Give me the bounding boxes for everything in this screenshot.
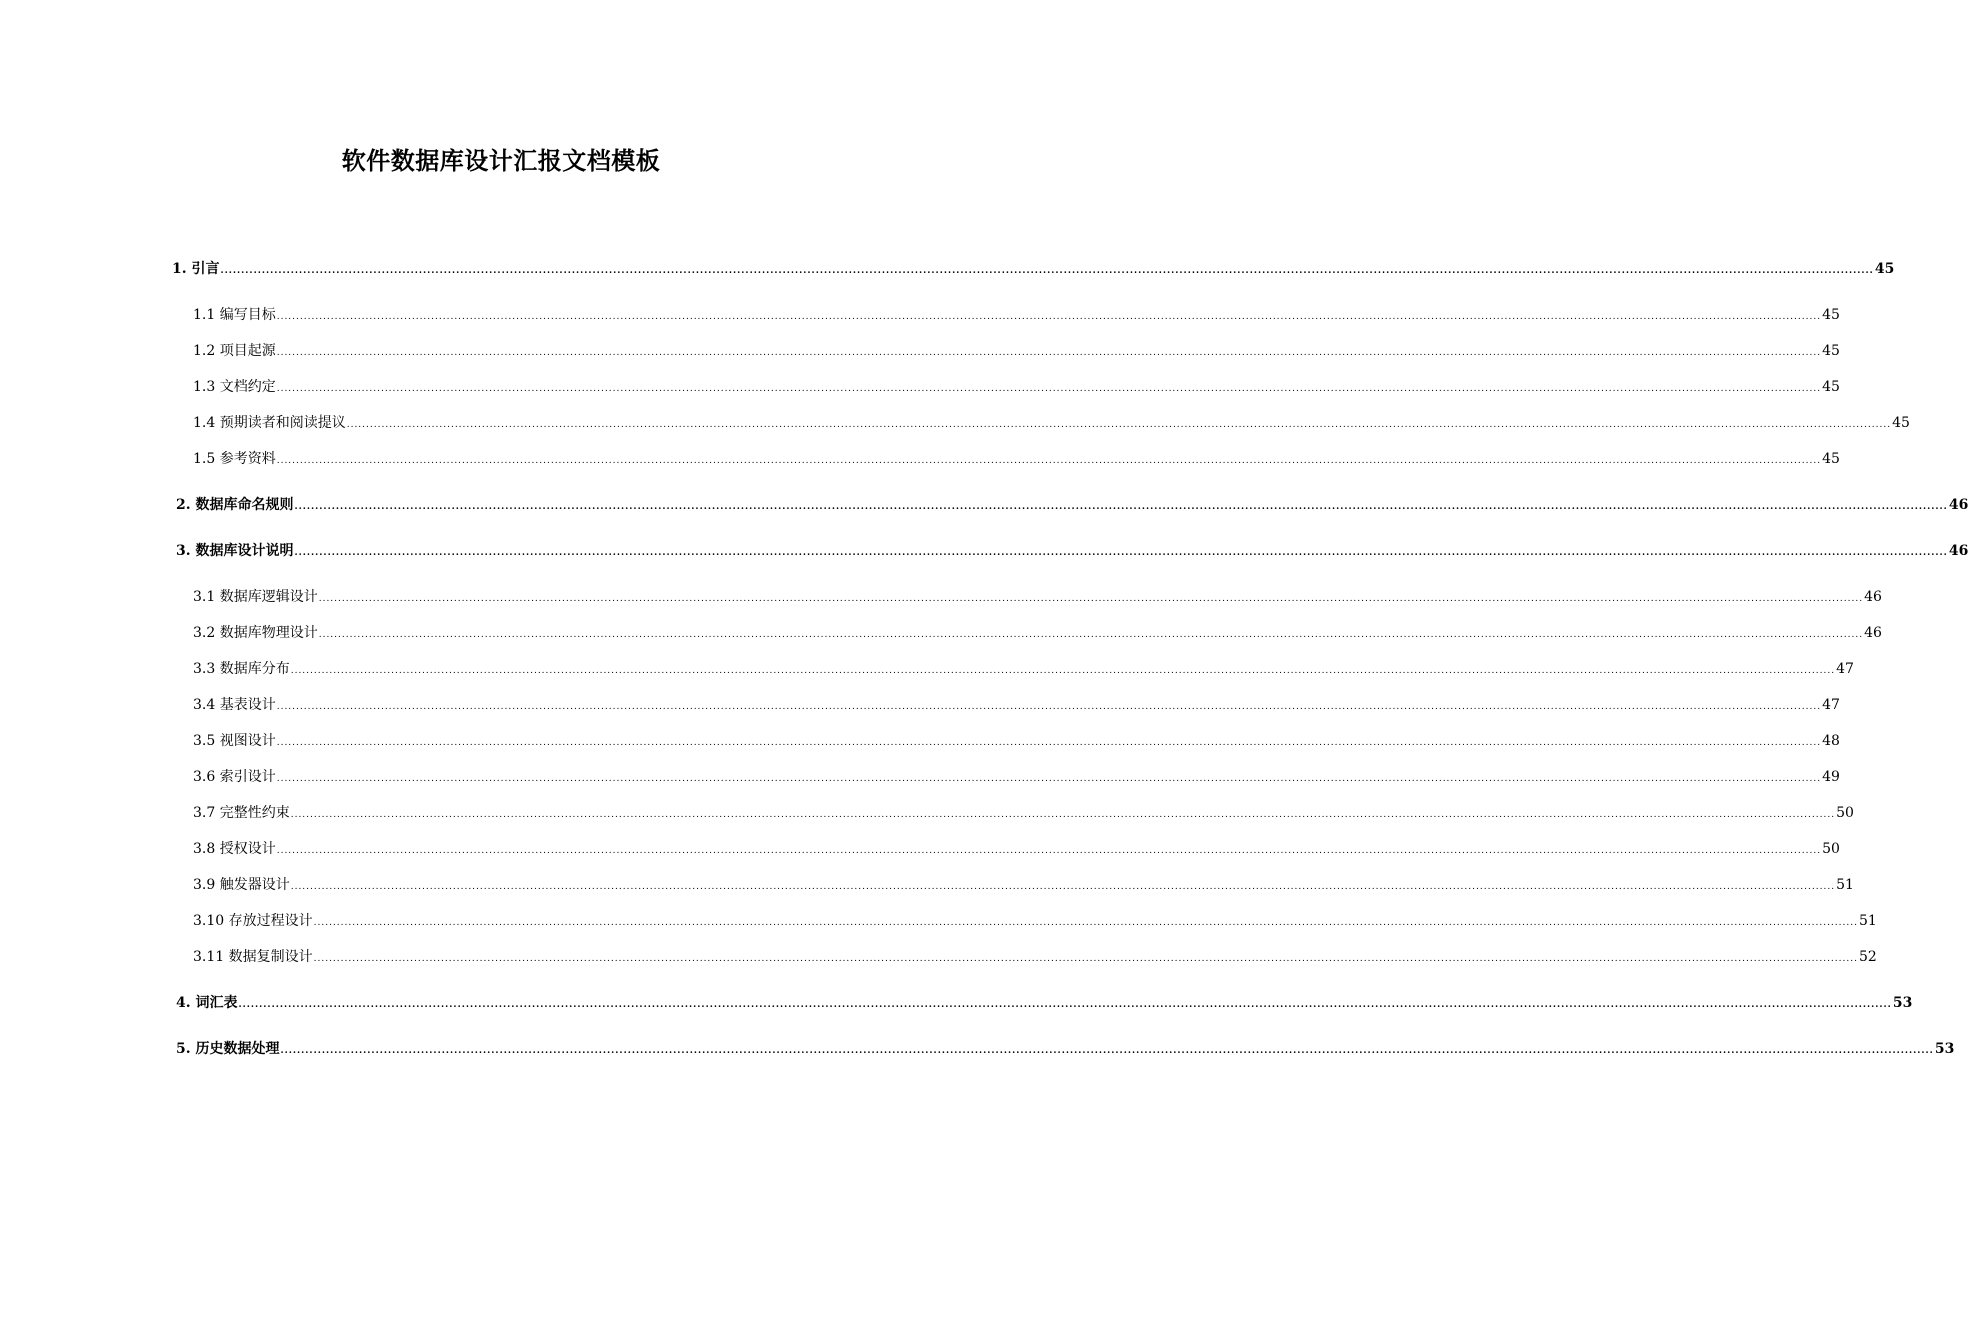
toc-dot-leader: ................................................................................................................................................................................................................................................................................................................................................................................................................ <box>276 348 1822 358</box>
toc-entry-page-number: 45 <box>1874 261 1895 277</box>
toc-entry-section[interactable] <box>176 1039 1955 1059</box>
toc-entry-page-number: 47 <box>1822 697 1840 713</box>
toc-dot-leader: ................................................................................................................................................................................................................................................................................................................................................................................................................ <box>313 918 1858 928</box>
toc-dot-leader: ................................................................................................................................................................................................................................................................................................................................................................................................................ <box>276 456 1822 466</box>
toc-entry-subsection[interactable] <box>193 875 1854 895</box>
toc-entry-page-number: 45 <box>1822 307 1840 323</box>
toc-entry-page-number: 52 <box>1858 949 1877 965</box>
toc-dot-leader: ................................................................................................................................................................................................................................................................................................................................................................................................................ <box>276 312 1822 322</box>
toc-entry-label: 3.11 数据复制设计 <box>193 949 313 965</box>
toc-dot-leader: ................................................................................................................................................................................................................................................................................................................................................................................................................ <box>294 548 1948 558</box>
toc-entry-page-number: 49 <box>1822 769 1840 785</box>
toc-dot-leader: ................................................................................................................................................................................................................................................................................................................................................................................................................ <box>280 1046 1934 1056</box>
toc-entry-subsection[interactable] <box>193 623 1882 643</box>
toc-entry-label: 3.3 数据库分布 <box>193 661 290 677</box>
toc-entry-subsection[interactable] <box>193 413 1910 433</box>
toc-entry-page-number: 51 <box>1858 913 1877 929</box>
toc-entry-page-number: 50 <box>1822 841 1840 857</box>
toc-entry-subsection[interactable] <box>193 377 1840 397</box>
toc-dot-leader: ................................................................................................................................................................................................................................................................................................................................................................................................................ <box>318 594 1864 604</box>
toc-entry-label: 1.1 编写目标 <box>193 307 276 323</box>
toc-entry-label: 2. 数据库命名规则 <box>176 497 294 513</box>
toc-entry-label: 3.4 基表设计 <box>193 697 276 713</box>
toc-entry-page-number: 46 <box>1864 625 1882 641</box>
toc-entry-subsection[interactable] <box>193 587 1882 607</box>
toc-dot-leader: ................................................................................................................................................................................................................................................................................................................................................................................................................ <box>276 738 1822 748</box>
toc-entry-page-number: 51 <box>1836 877 1854 893</box>
toc-dot-leader: ................................................................................................................................................................................................................................................................................................................................................................................................................ <box>294 502 1948 512</box>
toc-entry-section[interactable] <box>176 495 1968 515</box>
toc-entry-page-number: 53 <box>1892 995 1913 1011</box>
toc-entry-page-number: 45 <box>1822 451 1840 467</box>
toc-entry-page-number: 45 <box>1822 343 1840 359</box>
document-title: 软件数据库设计汇报文档模板 <box>341 146 661 175</box>
toc-dot-leader: ................................................................................................................................................................................................................................................................................................................................................................................................................ <box>290 882 1836 892</box>
toc-entry-label: 1.4 预期读者和阅读提议 <box>193 415 346 431</box>
toc-entry-section[interactable] <box>176 993 1913 1013</box>
toc-entry-label: 1.3 文档约定 <box>193 379 276 395</box>
toc-entry-subsection[interactable] <box>193 449 1840 469</box>
toc-entry-subsection[interactable] <box>193 767 1840 787</box>
toc-dot-leader: ................................................................................................................................................................................................................................................................................................................................................................................................................ <box>238 1000 1892 1010</box>
toc-entry-page-number: 47 <box>1836 661 1854 677</box>
toc-entry-label: 1.5 参考资料 <box>193 451 276 467</box>
toc-entry-label: 3.2 数据库物理设计 <box>193 625 318 641</box>
toc-dot-leader: ................................................................................................................................................................................................................................................................................................................................................................................................................ <box>276 702 1822 712</box>
toc-entry-subsection[interactable] <box>193 839 1840 859</box>
toc-dot-leader: ................................................................................................................................................................................................................................................................................................................................................................................................................ <box>220 266 1874 276</box>
toc-entry-subsection[interactable] <box>193 911 1877 931</box>
toc-entry-label: 3.9 触发器设计 <box>193 877 290 893</box>
toc-entry-subsection[interactable] <box>193 803 1854 823</box>
toc-entry-label: 3.5 视图设计 <box>193 733 276 749</box>
toc-dot-leader: ................................................................................................................................................................................................................................................................................................................................................................................................................ <box>276 774 1822 784</box>
toc-dot-leader: ................................................................................................................................................................................................................................................................................................................................................................................................................ <box>318 630 1864 640</box>
toc-entry-page-number: 46 <box>1948 543 1968 559</box>
toc-entry-page-number: 46 <box>1864 589 1882 605</box>
toc-entry-page-number: 45 <box>1822 379 1840 395</box>
toc-dot-leader: ................................................................................................................................................................................................................................................................................................................................................................................................................ <box>290 810 1836 820</box>
toc-entry-label: 3.7 完整性约束 <box>193 805 290 821</box>
toc-dot-leader: ................................................................................................................................................................................................................................................................................................................................................................................................................ <box>313 954 1858 964</box>
toc-dot-leader: ................................................................................................................................................................................................................................................................................................................................................................................................................ <box>276 384 1822 394</box>
toc-entry-subsection[interactable] <box>193 695 1840 715</box>
toc-dot-leader: ................................................................................................................................................................................................................................................................................................................................................................................................................ <box>346 420 1892 430</box>
toc-dot-leader: ................................................................................................................................................................................................................................................................................................................................................................................................................ <box>276 846 1822 856</box>
toc-entry-label: 3.1 数据库逻辑设计 <box>193 589 318 605</box>
toc-entry-label: 1. 引言 <box>172 261 220 277</box>
toc-entry-page-number: 48 <box>1822 733 1840 749</box>
toc-entry-section[interactable] <box>172 259 1895 279</box>
toc-entry-label: 3.6 索引设计 <box>193 769 276 785</box>
toc-entry-label: 3.8 授权设计 <box>193 841 276 857</box>
toc-entry-page-number: 46 <box>1948 497 1968 513</box>
toc-entry-label: 3.10 存放过程设计 <box>193 913 313 929</box>
toc-entry-subsection[interactable] <box>193 305 1840 325</box>
toc-entry-label: 3. 数据库设计说明 <box>176 543 294 559</box>
toc-entry-subsection[interactable] <box>193 659 1854 679</box>
toc-entry-subsection[interactable] <box>193 731 1840 751</box>
toc-entry-section[interactable] <box>176 541 1968 561</box>
toc-entry-subsection[interactable] <box>193 947 1877 967</box>
toc-entry-page-number: 53 <box>1934 1041 1955 1057</box>
toc-entry-label: 1.2 项目起源 <box>193 343 276 359</box>
toc-entry-label: 5. 历史数据处理 <box>176 1041 280 1057</box>
toc-entry-subsection[interactable] <box>193 341 1840 361</box>
toc-entry-page-number: 50 <box>1836 805 1854 821</box>
toc-entry-page-number: 45 <box>1892 415 1910 431</box>
toc-entry-label: 4. 词汇表 <box>176 995 238 1011</box>
toc-dot-leader: ................................................................................................................................................................................................................................................................................................................................................................................................................ <box>290 666 1836 676</box>
